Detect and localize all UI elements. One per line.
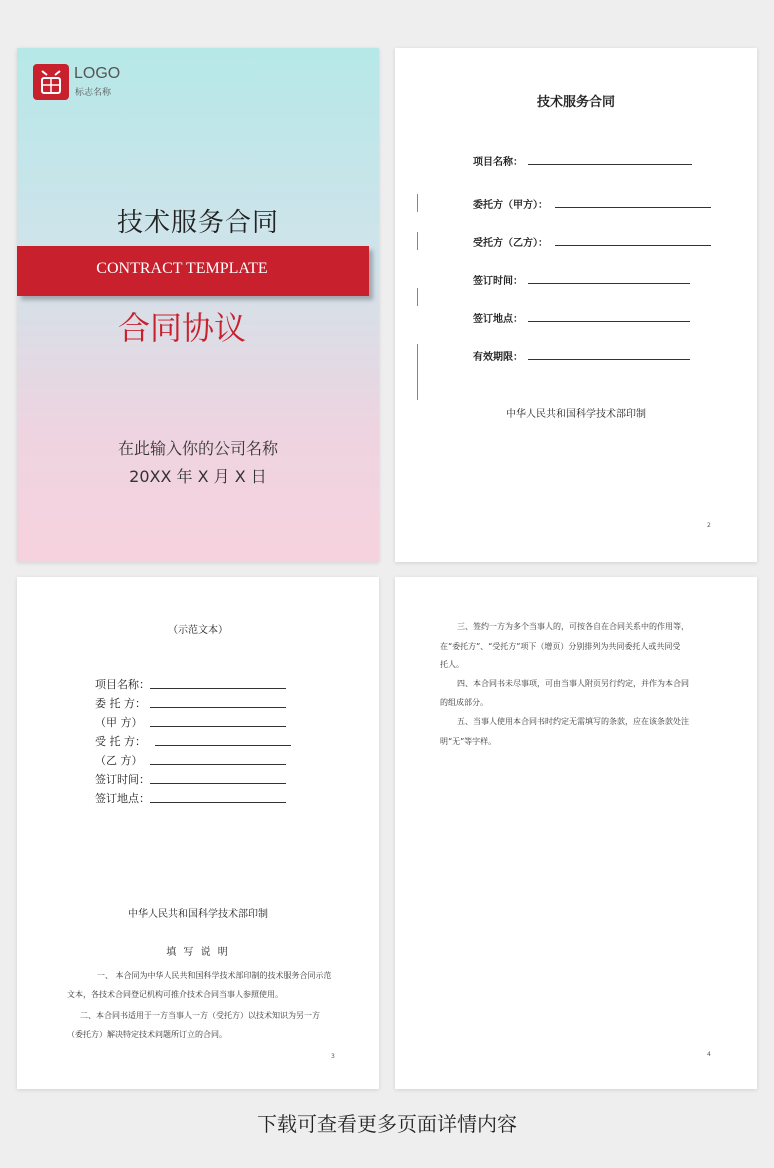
page-2 <box>395 48 757 562</box>
field-line <box>555 245 711 246</box>
field-line <box>528 321 690 322</box>
logo-icon <box>33 64 69 100</box>
field-label: 签订时间： <box>95 773 150 786</box>
field-label: 签订地点： <box>95 792 150 805</box>
field-label: 有效期限： <box>473 352 523 363</box>
page-4 <box>395 577 757 1089</box>
field-label: 委 托 方： <box>95 697 146 710</box>
paragraph-line: 四、本合同书未尽事项，可由当事人附页另行约定，并作为本合同 <box>457 679 689 688</box>
cover-date: 20XX 年 X 月 X 日 <box>129 467 267 486</box>
field-label: 项目名称： <box>473 157 523 168</box>
paragraph-line: 二、本合同书适用于一方当事人一方（受托方）以技术知识为另一方 <box>80 1011 320 1020</box>
margin-mark <box>417 194 418 212</box>
field-label: 项目名称： <box>95 678 150 691</box>
paragraph-line: （委托方）解决特定技术问题所订立的合同。 <box>67 1030 227 1039</box>
paragraph-line: 明“无”等字样。 <box>440 737 497 746</box>
field-label: 委托方（甲方）： <box>473 200 548 211</box>
field-line <box>150 802 286 803</box>
paragraph-line: 三、签约一方为多个当事人的，可按各自在合同关系中的作用等， <box>457 622 689 631</box>
page-number: 4 <box>707 1051 711 1058</box>
field-line <box>150 764 286 765</box>
paragraph-line: 五、当事人使用本合同书时约定无需填写的条款，应在该条款处注 <box>457 717 689 726</box>
field-label: 受 托 方： <box>95 735 146 748</box>
download-caption: 下载可查看更多页面详情内容 <box>257 1112 517 1136</box>
company-name: 在此输入你的公司名称 <box>117 439 278 458</box>
field-line <box>528 283 690 284</box>
page-title: （示范文本） <box>168 625 228 636</box>
field-line <box>150 707 286 708</box>
logo-text: LOGO <box>74 65 121 82</box>
field-label: （乙 方） <box>95 754 143 767</box>
margin-mark <box>417 232 418 250</box>
field-line <box>150 688 286 689</box>
paragraph-line: 在“委托方”、“受托方”项下（增页）分别排列为共同委托人或共同受 <box>440 642 681 651</box>
field-line <box>150 783 286 784</box>
cover-page <box>17 48 379 562</box>
field-label: 签订时间： <box>473 276 523 287</box>
field-line <box>555 207 711 208</box>
cover-title: 技术服务合同 <box>116 208 279 238</box>
field-line <box>528 164 692 165</box>
paragraph-line: 文本，各技术合同登记机构可推介技术合同当事人参照使用。 <box>67 990 283 999</box>
band-text: CONTRACT TEMPLATE <box>96 260 268 277</box>
printer-note: 中华人民共和国科学技术部印制 <box>128 909 268 920</box>
paragraph-line: 的组成部分。 <box>440 698 488 707</box>
page-3 <box>17 577 379 1089</box>
title-band <box>17 246 369 296</box>
field-line <box>155 745 291 746</box>
page-number: 2 <box>707 522 711 529</box>
section-title: 填 写 说 明 <box>166 947 230 958</box>
margin-mark <box>417 344 418 400</box>
field-label: （甲 方） <box>95 716 143 729</box>
field-label: 签订地点： <box>473 314 523 325</box>
logo-subtitle: 标志名称 <box>75 88 112 98</box>
printer-note: 中华人民共和国科学技术部印制 <box>506 409 646 420</box>
page-number: 3 <box>331 1053 335 1060</box>
field-line <box>150 726 286 727</box>
paragraph-line: 一、 本合同为中华人民共和国科学技术部印制的技术服务合同示范 <box>97 971 332 980</box>
field-label: 受托方（乙方）： <box>473 238 548 249</box>
page-title: 技术服务合同 <box>536 95 615 110</box>
paragraph-line: 托人。 <box>440 660 464 669</box>
field-line <box>528 359 690 360</box>
margin-mark <box>417 288 418 306</box>
cover-subtitle: 合同协议 <box>117 309 246 347</box>
